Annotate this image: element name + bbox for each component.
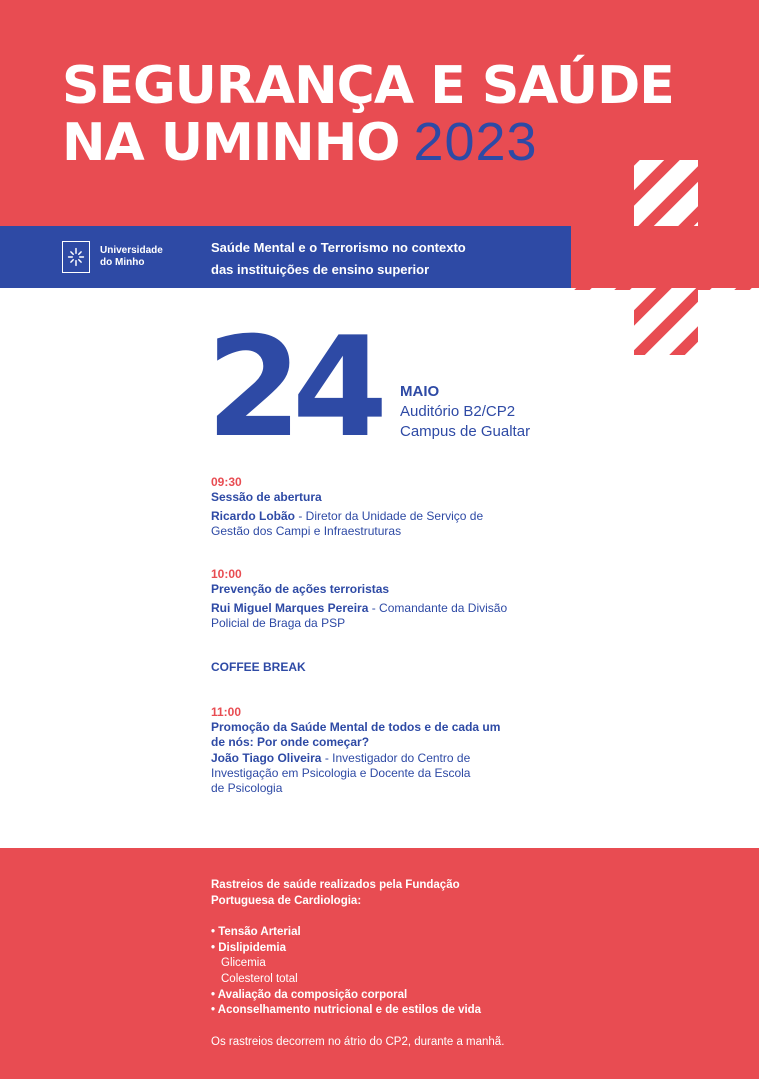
slot-title: Sessão de abertura — [211, 490, 322, 504]
screening-item: • Aconselhamento nutricional e de estilos de vida — [211, 1004, 482, 1017]
speaker-role: Policial de Braga da PSP — [211, 616, 346, 630]
page-title — [62, 58, 674, 171]
university-logo-icon — [62, 241, 90, 273]
screening-item: • Avaliação da composição corporal — [211, 988, 408, 1001]
slot-speaker — [211, 601, 551, 631]
speaker-name: Rui Miguel Marques Pereira — [211, 601, 369, 615]
speaker-role: Investigação em Psicologia e Docente da Escola — [211, 766, 471, 780]
screening-subitem: Glicemia — [221, 957, 266, 970]
speaker-name: João Tiago Oliveira — [211, 751, 322, 765]
coffee-break: COFFEE BREAK — [211, 660, 306, 674]
slot-time: 09:30 — [211, 475, 242, 489]
speaker-role: de Psicologia — [211, 781, 283, 795]
event-subtitle: Saúde Mental e o Terrorismo no contexto das instituições de ensino superior — [211, 240, 466, 277]
screening-subitem: Colesterol total — [221, 972, 298, 985]
event-month: MAIO — [400, 383, 440, 400]
speaker-role: - Diretor da Unidade de Serviço de — [295, 509, 484, 523]
banner-red-strip — [571, 226, 759, 288]
slot-title: Promoção da Saúde Mental de todos e de cada um — [211, 720, 501, 734]
schedule-item — [211, 705, 551, 796]
slot-speaker — [211, 751, 551, 796]
event-venue: Auditório B2/CP2 — [400, 403, 516, 420]
speaker-role: - Comandante da Divisão — [368, 601, 508, 615]
screening-item: • Tensão Arterial — [211, 926, 301, 939]
event-campus: Campus de Gualtar — [400, 423, 531, 440]
schedule-item — [211, 567, 551, 631]
screenings-section — [211, 878, 611, 1050]
speaker-role: - Investigador do Centro de — [321, 751, 471, 765]
university-name: Universidade do Minho — [100, 245, 163, 268]
screenings-heading: Portuguesa de Cardiologia: — [211, 894, 362, 907]
schedule — [211, 475, 551, 796]
slot-time: 10:00 — [211, 567, 242, 581]
screenings-heading: Rastreios de saúde realizados pela Fundação — [211, 879, 460, 891]
slot-title: Prevenção de ações terroristas — [211, 582, 390, 596]
slot-time: 11:00 — [211, 705, 242, 719]
title-line-2: NA UMINHO — [62, 113, 400, 173]
event-day: 24 — [206, 307, 379, 468]
event-details — [400, 382, 530, 442]
title-year: 2023 — [413, 112, 538, 172]
screenings-note: Os rastreios decorrem no átrio do CP2, durante a manhã. — [211, 1035, 505, 1048]
schedule-item — [211, 475, 551, 539]
slot-title: de nós: Por onde começar? — [211, 735, 370, 749]
title-line-1: SEGURANÇA E SAÚDE — [62, 56, 674, 116]
speaker-role: Gestão dos Campi e Infraestruturas — [211, 524, 402, 538]
screening-item: • Dislipidemia — [211, 941, 286, 954]
speaker-name: Ricardo Lobão — [211, 509, 296, 523]
slot-speaker — [211, 509, 551, 539]
